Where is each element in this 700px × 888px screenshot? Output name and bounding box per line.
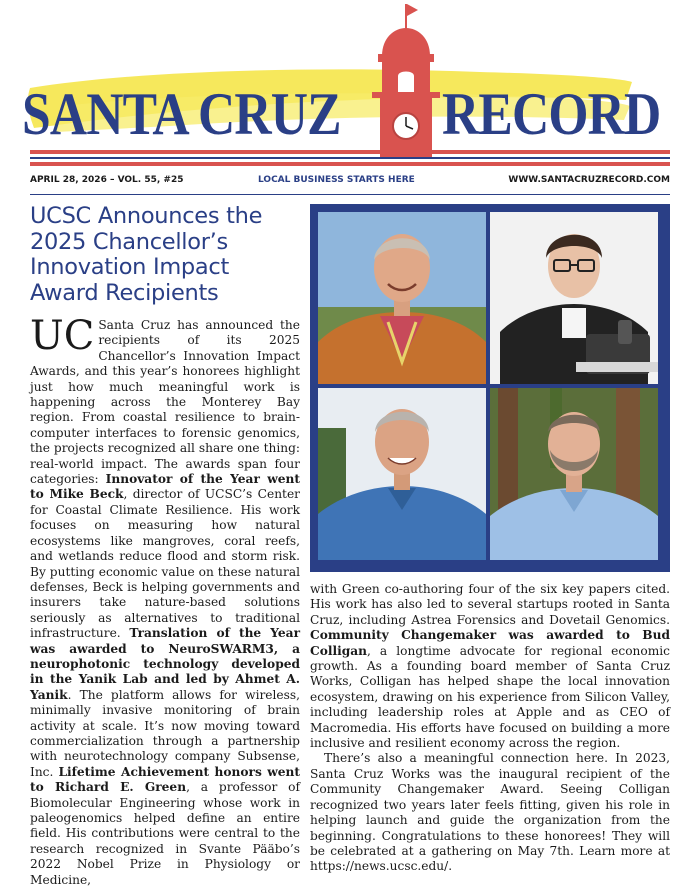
drop-cap: UC: [30, 313, 95, 359]
bold-text-run: Community Changemaker was awarded to Bud Colligan: [310, 628, 670, 658]
website-url[interactable]: WWW.SANTACRUZRECORD.COM: [508, 175, 670, 185]
article-paragraph: [310, 751, 670, 874]
infobar-divider: [30, 194, 670, 195]
honoree-photo-grid: [310, 204, 670, 572]
issue-date: APRIL 28, 2026 – VOL. 55, #25: [30, 175, 184, 185]
masthead-rule-red-bottom: [30, 162, 670, 166]
masthead-title-left: SANTA CRUZ: [22, 81, 341, 147]
issue-info-bar: [30, 172, 670, 188]
bold-text-run: Innovator of the Year went to Mike Beck: [30, 472, 301, 502]
article-body-right: [310, 582, 670, 875]
bold-text-run: Translation of the Year was awarded to NeuroSWARM3, a neurophotonic technology developed in the Yanik Lab and led by Ahmet A. Yanik: [30, 626, 300, 702]
text-run: with Green co-authoring four of the six key papers cited. His work has also led to several startups rooted in Santa Cruz, including Astrea Forensics and Dovetail Genomics.: [310, 582, 670, 627]
article-paragraph: [30, 313, 301, 888]
masthead-title-right: RECORD: [442, 81, 661, 147]
text-run: , director of UCSC’s Center for Coastal Climate Resilience. His work focuses on measuring how natural ecosystems like mangroves, coral reefs, and wetlands reduce flood and storm risk. By putting economic value on these natural defenses, Beck is helping governments and insurers take nature-based solutions seriously as alternatives to traditional infrastructure.: [30, 487, 300, 641]
tagline: LOCAL BUSINESS STARTS HERE: [258, 175, 415, 185]
portrait-man-blue-shirt: [318, 388, 486, 560]
masthead-rule-red-top: [30, 150, 670, 154]
portrait-man-orange-jacket: [318, 212, 486, 384]
portrait-man-bearded-forest: [490, 388, 658, 560]
clock-tower-logo: [366, 0, 446, 158]
article-body-left: [30, 313, 301, 888]
text-run: , a professor of Biomolecular Engineering whose work in paleogenomics helped define an entire field. His contributions were central to the research recognized in Svante Pääbo’s 2022 Nobel Prize in Physiology or Medicine,: [30, 780, 300, 887]
article-headline: UCSC Announces the 2025 Chancellor’s Innovation Impact Award Recipients: [30, 203, 263, 306]
portrait-man-glasses-microscope: [490, 212, 658, 384]
text-run: . The platform allows for wireless, minimally invasive monitoring of brain activity at scale. It’s now moving toward commercialization through a partnership with neurotechnology company Subsense, Inc.: [30, 687, 300, 779]
text-run: Santa Cruz has announced the recipients of its 2025 Chancellor’s Innovation Impact Awards, and this year’s honorees highlight just how much meaningful work is happening across the Monterey Bay region. From coastal resilience to brain-computer interfaces to forensic genomics, the projects recognized all share one thing: real-world impact. The awards span four categories:: [30, 318, 300, 487]
masthead: [0, 0, 700, 170]
masthead-rule-navy: [30, 157, 670, 159]
bold-text-run: Lifetime Achievement honors went to Richard E. Green: [30, 764, 300, 795]
article-paragraph: [310, 582, 670, 751]
text-run: , a longtime advocate for regional economic growth. As a founding board member of Santa Cruz Works, Colligan has helped shape the local innovation ecosystem, drawing on his experience from Silicon Valley, including leadership roles at Apple and as CEO of Macromedia. His efforts have focused on building a more inclusive and resilient economy across the region.: [310, 643, 670, 751]
text-run: There’s also a meaningful connection here. In 2023, Santa Cruz Works was the inaugural recipient of the Community Changemaker Award. Seeing Colligan recognized two years later feels fitting, given his role in helping launch and guide the organization from the beginning. Congratulations to these honorees! They will be celebrated at a gathering on May 7th. Learn more at https://news.ucsc.edu/.: [310, 751, 670, 874]
